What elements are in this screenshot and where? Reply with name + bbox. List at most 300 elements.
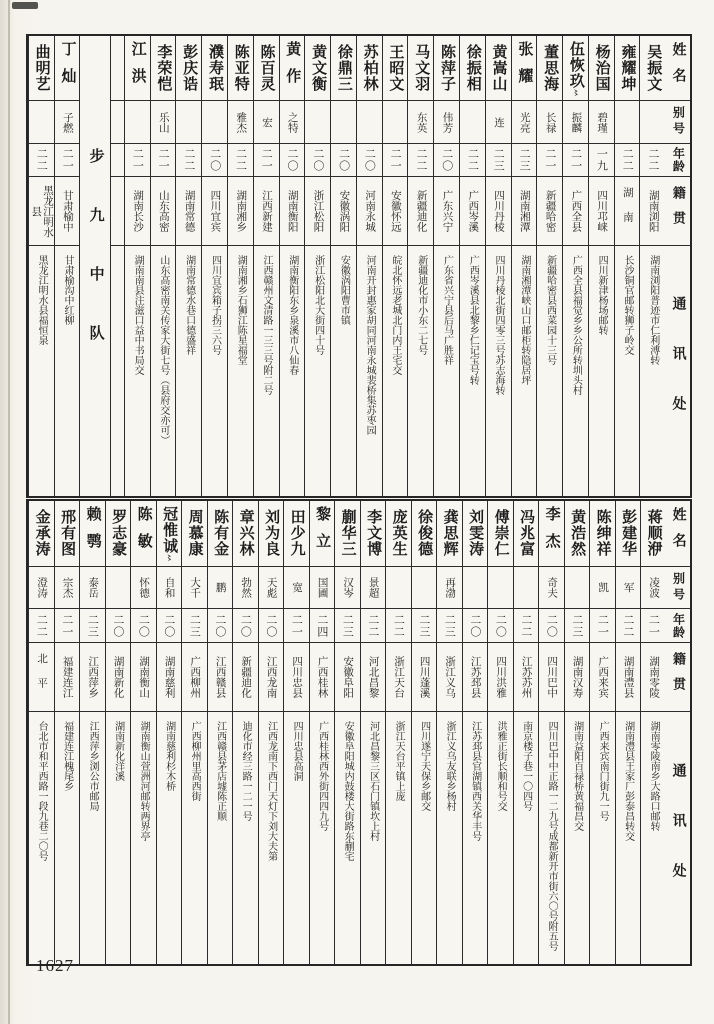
name-cell	[437, 501, 462, 567]
person-origin: 浙江松阳	[312, 190, 324, 232]
person-alias: 振麟	[570, 111, 582, 133]
person-origin: 湖南湘潭	[518, 190, 530, 232]
person-age: 二一	[60, 613, 73, 638]
origin-cell	[383, 177, 408, 246]
person-age: 二一	[131, 147, 144, 172]
person-age: 二〇	[440, 147, 453, 172]
address-cell	[437, 712, 462, 964]
alias-cell	[29, 101, 54, 143]
person-name: 黎立	[314, 506, 331, 561]
address-cell	[254, 246, 279, 496]
empty-cell	[111, 144, 124, 177]
person-age: 二〇	[494, 613, 507, 638]
name-cell	[131, 501, 156, 567]
origin-cell	[488, 643, 513, 713]
alias-cell	[640, 101, 665, 143]
age-cell	[202, 144, 227, 177]
entry-column	[511, 36, 537, 496]
age-cell	[539, 609, 564, 642]
person-name: 苏柏林	[361, 44, 378, 93]
age-cell	[331, 144, 356, 177]
person-address: 广西来宾南门街九一号	[597, 721, 609, 822]
entry-column	[79, 501, 105, 964]
age-cell	[383, 144, 408, 177]
age-cell	[106, 609, 131, 642]
origin-cell	[157, 643, 182, 713]
header-age-cell	[666, 609, 691, 642]
alias-cell	[412, 567, 437, 610]
person-age: 二〇	[545, 613, 558, 638]
person-address: 四川丹棱北街四零三号苏志海转	[493, 255, 505, 396]
alias-cell	[55, 101, 80, 143]
address-cell	[590, 712, 615, 964]
person-origin: 湖南汉寿	[571, 656, 583, 699]
person-age: 二〇	[213, 613, 226, 638]
age-cell	[131, 609, 156, 642]
entry-column	[124, 36, 150, 496]
age-cell	[640, 144, 665, 177]
address-cell	[357, 246, 382, 496]
person-address: 江西龙南下西门天灯下刘大夫第	[265, 721, 277, 862]
person-name: 周慕康	[186, 509, 203, 558]
entry-column	[201, 36, 227, 496]
address-cell	[512, 246, 537, 496]
alias-cell	[488, 567, 513, 610]
header-alias-cell	[665, 101, 690, 143]
address-cell	[386, 712, 411, 964]
person-origin: 湖南湘乡	[235, 190, 247, 232]
alias-cell	[80, 567, 105, 610]
person-alias: 勃然	[240, 577, 252, 599]
name-cell	[176, 36, 201, 101]
person-name: 杨治国	[593, 44, 610, 93]
alias-cell	[125, 101, 150, 143]
person-origin: 江苏邳县	[469, 656, 481, 699]
name-cell	[202, 36, 227, 101]
address-cell	[157, 712, 182, 964]
empty-cell	[111, 101, 124, 143]
person-age: 二〇	[264, 613, 277, 638]
entry-column	[54, 501, 80, 964]
person-origin: 湖南浏阳	[647, 190, 659, 232]
person-alias: 汉岑	[342, 577, 354, 599]
entry-column	[105, 501, 131, 964]
alias-cell	[280, 101, 305, 143]
person-address: 四川新津杨场邮转	[596, 255, 608, 336]
alias-cell	[233, 567, 258, 610]
origin-cell	[284, 643, 309, 713]
address-cell	[125, 246, 150, 496]
person-age: 二〇	[311, 147, 324, 172]
entry-column	[54, 36, 80, 496]
person-address: 黑龙江明水县福恒泉	[36, 255, 48, 346]
alias-cell	[176, 101, 201, 143]
person-name: 金承涛	[33, 509, 50, 558]
person-age: 二〇	[208, 147, 221, 172]
person-age: 二〇	[337, 147, 350, 172]
origin-cell	[563, 177, 588, 246]
person-origin: 新疆迪化	[415, 190, 427, 232]
person-age: 二〇	[137, 613, 150, 638]
person-origin: 北平	[36, 652, 48, 702]
person-address: 湖南衡阳东乡泉溪市八仙春	[286, 255, 298, 376]
name-cell	[590, 501, 615, 567]
person-alias: 凯	[597, 582, 609, 593]
origin-cell	[537, 177, 562, 246]
alias-cell	[563, 101, 588, 143]
person-address: 新疆迪化市小东二七号	[415, 255, 427, 356]
address-cell	[151, 246, 176, 496]
empty-column	[110, 36, 124, 496]
age-cell	[280, 144, 305, 177]
origin-cell	[331, 177, 356, 246]
entry-column	[360, 501, 386, 964]
origin-cell	[125, 177, 150, 246]
name-cell	[259, 501, 284, 567]
person-name: 章兴林	[237, 509, 254, 558]
header-column	[665, 36, 690, 496]
person-alias: 雅杰	[235, 111, 247, 133]
entry-column	[150, 36, 176, 496]
age-cell	[590, 609, 615, 642]
person-origin: 河南永城	[364, 190, 376, 232]
person-name: 江洪	[129, 41, 146, 96]
address-cell	[412, 712, 437, 964]
origin-cell	[106, 643, 131, 713]
scan-edge-mark	[12, 2, 38, 9]
address-cell	[176, 246, 201, 496]
entry-column	[588, 36, 614, 496]
person-age: 二二	[35, 147, 48, 172]
origin-cell	[233, 643, 258, 713]
name-cell	[434, 36, 459, 101]
person-alias: 大千	[189, 577, 201, 599]
entry-column	[232, 501, 258, 964]
person-origin: 甘肃榆中	[61, 190, 73, 232]
person-age: 二〇	[468, 613, 481, 638]
name-footnote-mark: 〻	[165, 553, 174, 561]
origin-cell	[335, 643, 360, 713]
origin-cell	[616, 643, 641, 713]
person-age: 二三	[86, 613, 99, 638]
name-cell	[182, 501, 207, 567]
person-origin: 四川丹棱	[493, 190, 505, 232]
address-cell	[182, 712, 207, 964]
person-name: 赖鹗	[84, 506, 101, 561]
person-address: 湖南零陵南乡大路口邮转	[648, 721, 660, 832]
alias-cell	[615, 101, 640, 143]
alias-cell	[486, 101, 511, 143]
person-alias: 景超	[367, 577, 379, 599]
address-cell	[284, 712, 309, 964]
person-address: 长沙铜官邮转狮子岭交	[621, 255, 633, 356]
person-address: 新疆哈密县西菜园十三号	[544, 255, 556, 366]
person-origin: 四川洪雅	[495, 656, 507, 699]
person-age: 二一	[61, 147, 74, 172]
entry-column	[283, 501, 309, 964]
person-age: 二二	[234, 147, 247, 172]
person-age: 二一	[389, 147, 402, 172]
entry-column	[258, 501, 284, 964]
person-origin: 湖南零陵	[648, 656, 660, 699]
age-cell	[641, 609, 666, 642]
person-address: 河北昌黎三区石门镇坎上村	[367, 721, 379, 842]
alias-cell	[408, 101, 433, 143]
person-origin: 广西岑溪	[467, 190, 479, 232]
origin-cell	[202, 177, 227, 246]
header-address-label: 通讯处	[670, 763, 686, 914]
person-address: 洪雅正街长顺和号交	[495, 721, 507, 812]
address-cell	[488, 712, 513, 964]
address-cell	[486, 246, 511, 496]
empty-cell	[111, 246, 124, 496]
person-address: 皖北怀远老城北门内王宅交	[389, 255, 401, 376]
entry-column	[536, 36, 562, 496]
name-cell	[335, 501, 360, 567]
person-name: 庞英生	[390, 509, 407, 558]
origin-cell	[514, 643, 539, 713]
person-address: 山东高密南关传家大街七号（县府交亦可）	[157, 255, 169, 446]
alias-cell	[157, 567, 182, 610]
person-alias: 自和	[163, 577, 175, 599]
person-name: 丁灿	[59, 41, 76, 96]
origin-cell	[590, 643, 615, 713]
person-address: 江苏邳县官湖镇西关华丰号	[469, 721, 481, 842]
header-name-label: 姓名	[670, 507, 686, 560]
person-origin: 广西桂林	[316, 656, 328, 699]
age-cell	[412, 609, 437, 642]
entry-column	[309, 501, 335, 964]
age-cell	[589, 144, 614, 177]
person-origin: 新疆迪化	[240, 656, 252, 699]
name-cell	[331, 36, 356, 101]
name-cell	[157, 501, 182, 567]
person-alias: 东英	[415, 111, 427, 133]
header-address-cell	[666, 712, 691, 964]
person-address: 湖南浏阳普迹市仁利溥转	[647, 255, 659, 366]
unit-divider-label: 步九中队	[87, 148, 104, 384]
origin-cell	[361, 643, 386, 713]
address-cell	[408, 246, 433, 496]
name-cell	[106, 501, 131, 567]
header-alias-cell	[666, 567, 691, 610]
person-origin: 四川宜宾	[209, 190, 221, 232]
address-cell	[434, 246, 459, 496]
person-age: 二一	[260, 147, 273, 172]
header-origin-label: 籍贯	[671, 652, 687, 703]
person-alias: 之特	[286, 111, 298, 133]
person-age: 二二	[182, 147, 195, 172]
person-name: 刘雯涛	[467, 509, 484, 558]
person-origin: 四川忠县	[291, 656, 303, 699]
person-address: 江西赣州文清路一三三号附二号	[261, 255, 272, 396]
person-name: 徐振相	[464, 44, 481, 93]
unit-divider-column	[79, 36, 109, 496]
origin-cell	[228, 177, 253, 246]
person-age: 二三	[417, 613, 430, 638]
alias-cell	[463, 567, 488, 610]
person-address: 安徽阜阳城内鼓楼大街路东蒯宅	[342, 721, 354, 862]
person-address: 湖南新化洋溪	[112, 721, 124, 782]
person-address: 浙江天台平镇上庞	[393, 721, 405, 802]
person-name: 彭庆诰	[181, 44, 198, 93]
person-address: 湖南湘乡石狮江陈星福堂	[235, 255, 247, 366]
entry-column	[227, 36, 253, 496]
person-age: 二二	[414, 147, 427, 172]
entry-column	[130, 501, 156, 964]
person-name: 陈敏	[135, 506, 152, 561]
person-origin: 四川邛崃	[596, 190, 608, 232]
address-cell	[463, 712, 488, 964]
name-cell	[361, 501, 386, 567]
person-alias: 再渤	[444, 577, 456, 599]
person-address: 湖南湘潭峡山口邮柜转隐居坪	[518, 255, 530, 386]
person-address: 江西萍乡浏公市邮局	[87, 721, 99, 812]
name-cell	[305, 36, 330, 101]
origin-cell	[151, 177, 176, 246]
age-cell	[233, 609, 258, 642]
person-name: 伍恢玖〻	[567, 40, 584, 96]
person-address: 广西柳州里高西街	[189, 721, 201, 802]
person-age: 二一	[569, 147, 582, 172]
alias-cell	[437, 567, 462, 610]
origin-cell	[412, 643, 437, 713]
origin-cell	[408, 177, 433, 246]
alias-cell	[641, 567, 666, 610]
person-address: 四川忠县高洞	[291, 721, 303, 782]
person-name: 龚思辉	[441, 509, 458, 558]
age-cell	[512, 144, 537, 177]
person-name: 李荣恺	[155, 44, 172, 93]
alias-cell	[284, 567, 309, 610]
origin-cell	[254, 177, 279, 246]
address-cell	[539, 712, 564, 964]
name-cell	[310, 501, 335, 567]
name-cell	[565, 501, 590, 567]
person-name: 马文羽	[413, 44, 430, 93]
person-age: 二三	[492, 147, 505, 172]
entry-column	[562, 36, 588, 496]
name-cell	[488, 501, 513, 567]
name-cell	[460, 36, 485, 101]
person-alias: 宽	[291, 582, 303, 593]
person-age: 二二	[392, 613, 405, 638]
age-cell	[357, 144, 382, 177]
person-origin: 湖南新化	[112, 656, 124, 699]
name-cell	[537, 36, 562, 101]
name-cell	[55, 36, 80, 101]
entry-column	[513, 501, 539, 964]
person-name: 冯兆富	[518, 509, 535, 558]
age-cell	[460, 144, 485, 177]
alias-cell	[537, 101, 562, 143]
origin-cell	[176, 177, 201, 246]
person-alias: 凌波	[648, 577, 660, 599]
name-cell	[412, 501, 437, 567]
age-cell	[616, 609, 641, 642]
person-name: 陈有金	[212, 509, 229, 558]
address-cell	[335, 712, 360, 964]
age-cell	[488, 609, 513, 642]
roster-table-top	[26, 34, 692, 498]
name-cell	[486, 36, 511, 101]
name-cell	[539, 501, 564, 567]
person-name: 雍耀坤	[619, 44, 636, 93]
header-name-cell	[666, 501, 691, 567]
address-cell	[208, 712, 233, 964]
person-origin: 山东高密	[157, 190, 169, 232]
name-cell	[589, 36, 614, 101]
alias-cell	[386, 567, 411, 610]
person-origin: 湖南	[621, 186, 633, 236]
origin-cell	[641, 643, 666, 713]
person-origin: 广西全县	[570, 190, 582, 232]
person-name: 傅崇仁	[492, 509, 509, 558]
alias-cell	[305, 101, 330, 143]
person-origin: 河北昌黎	[367, 656, 379, 699]
alias-cell	[616, 567, 641, 610]
age-cell	[29, 144, 54, 177]
header-address-cell	[665, 246, 690, 496]
person-origin: 湖南长沙	[132, 190, 144, 232]
age-cell	[565, 609, 590, 642]
age-cell	[514, 609, 539, 642]
entry-column	[181, 501, 207, 964]
origin-cell	[463, 643, 488, 713]
entry-column	[385, 501, 411, 964]
person-address: 湖南南县注滋口益中书局交	[132, 255, 144, 376]
address-cell	[616, 712, 641, 964]
address-cell	[202, 246, 227, 496]
name-cell	[29, 501, 54, 567]
person-origin: 湖南衡山	[138, 656, 150, 699]
address-cell	[537, 246, 562, 496]
person-address: 湖南常德水巷口德盛祥	[183, 255, 195, 356]
person-origin: 广西柳州	[189, 656, 201, 699]
alias-cell	[565, 567, 590, 610]
entry-column	[433, 36, 459, 496]
age-cell	[305, 144, 330, 177]
address-cell	[259, 712, 284, 964]
person-address: 四川遂宁天保乡邮交	[418, 721, 430, 812]
header-origin-label: 籍贯	[670, 186, 686, 236]
origin-cell	[29, 177, 54, 246]
age-cell	[434, 144, 459, 177]
person-address: 四川宜宾箱子拐三六号	[209, 255, 221, 356]
alias-cell	[383, 101, 408, 143]
person-name: 黄文衡	[310, 44, 327, 93]
address-cell	[361, 712, 386, 964]
age-cell	[335, 609, 360, 642]
person-name: 黄浩然	[569, 509, 586, 558]
header-origin-cell	[665, 177, 690, 246]
age-cell	[408, 144, 433, 177]
person-alias: 怀德	[138, 577, 150, 599]
origin-cell	[259, 643, 284, 713]
person-origin: 湖南常德	[183, 190, 195, 232]
name-cell	[386, 501, 411, 567]
person-address: 广西岑溪县北黎乡仁记宝号转	[467, 255, 479, 386]
address-cell	[305, 246, 330, 496]
scan-crease-artifact	[8, 0, 10, 1024]
age-cell	[463, 609, 488, 642]
header-address-label: 通讯处	[670, 296, 686, 447]
person-alias: 宗杰	[61, 577, 73, 599]
origin-cell	[55, 643, 80, 713]
person-age: 二〇	[239, 613, 252, 638]
alias-cell	[131, 567, 156, 610]
address-cell	[615, 246, 640, 496]
